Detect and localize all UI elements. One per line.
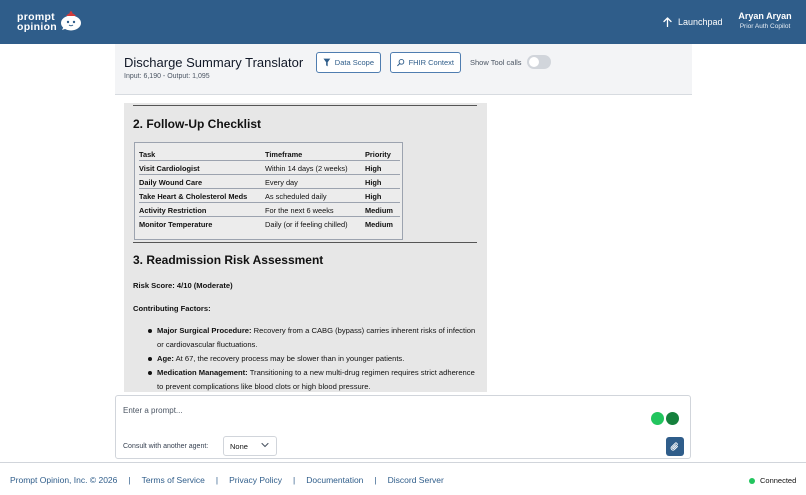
token-usage: Input: 6,190 - Output: 1,095: [124, 73, 210, 80]
data-scope-button[interactable]: [316, 52, 381, 73]
user-menu[interactable]: [736, 11, 794, 30]
table-header-timeframe: Timeframe: [265, 150, 303, 159]
table-cell-timeframe: Within 14 days (2 weeks): [265, 164, 348, 173]
data-scope-label: Data Scope: [334, 58, 374, 67]
show-tool-calls-label: Show Tool calls: [470, 58, 522, 67]
table-header-row: [139, 147, 400, 161]
consult-agent-label: Consult with another agent:: [123, 443, 209, 450]
launchpad-button[interactable]: [663, 14, 723, 30]
response-document[interactable]: [124, 103, 487, 392]
table-cell-timeframe: Daily (or if feeling chilled): [265, 220, 348, 229]
privacy-policy-link[interactable]: Privacy Policy: [229, 475, 283, 485]
table-row: [139, 161, 400, 175]
table-cell-task: Monitor Temperature: [139, 220, 213, 229]
grammarly-icon[interactable]: [666, 412, 679, 425]
brand-wordmark: [17, 12, 57, 32]
copyright: Prompt Opinion, Inc. © 2026: [10, 475, 118, 485]
user-name: Aryan Aryan: [738, 11, 792, 21]
contributing-factors-label: Contributing Factors:: [133, 304, 211, 313]
brand-line-1: prompt: [17, 11, 55, 23]
table-cell-priority: Medium: [365, 220, 393, 229]
table-cell-priority: High: [365, 192, 382, 201]
table-cell-task: Daily Wound Care: [139, 178, 203, 187]
toggle-knob: [529, 57, 539, 67]
factor-text: At 67, the recovery process may be slower than in younger patients.: [173, 354, 405, 363]
table-cell-timeframe: As scheduled daily: [265, 192, 327, 201]
paperclip-icon: [670, 442, 680, 452]
brand-logo[interactable]: [17, 8, 87, 36]
connection-status-label: Connected: [760, 476, 797, 485]
agent-select-value: None: [230, 441, 248, 451]
user-role: Prior Auth Copilot: [739, 23, 791, 30]
filter-icon: [323, 58, 331, 67]
table-row: [139, 217, 400, 231]
show-tool-calls-toggle[interactable]: [527, 55, 551, 69]
footer: [0, 462, 806, 495]
factor-label: Age:: [157, 354, 174, 363]
risk-score: Risk Score: 4/10 (Moderate): [133, 281, 233, 290]
divider: [133, 242, 477, 243]
table-row: [139, 203, 400, 217]
table-cell-timeframe: Every day: [265, 178, 298, 187]
factor-text: Recovery from a CABG (bypass) carries inherent risks of infection or cardiovascular fluctuations.: [157, 326, 476, 349]
status-dot-icon: [749, 478, 755, 484]
divider: [133, 105, 477, 106]
table-cell-priority: High: [365, 178, 382, 187]
prompt-input[interactable]: [123, 403, 643, 417]
footer-separator: |: [128, 475, 131, 485]
discord-server-link[interactable]: Discord Server: [387, 475, 444, 485]
table-cell-task: Visit Cardiologist: [139, 164, 200, 173]
table-cell-timeframe: For the next 6 weeks: [265, 206, 334, 215]
table-row: [139, 175, 400, 189]
connection-status: [749, 476, 796, 485]
factor-label: Medication Management:: [157, 368, 248, 377]
footer-separator: |: [293, 475, 296, 485]
factor-label: Major Surgical Procedure:: [157, 326, 252, 335]
list-item: [157, 324, 482, 352]
grammar-assist-icon[interactable]: [651, 412, 664, 425]
page-title: Discharge Summary Translator: [124, 55, 304, 70]
footer-separator: |: [374, 475, 377, 485]
attach-button[interactable]: [666, 437, 684, 456]
list-item: [157, 352, 482, 366]
table-cell-priority: High: [365, 164, 382, 173]
fhir-context-label: FHIR Context: [408, 58, 454, 67]
footer-separator: |: [215, 475, 219, 485]
mascot-icon: [60, 11, 82, 31]
search-icon: [397, 58, 405, 67]
top-bar: [0, 0, 806, 44]
list-item: [157, 366, 482, 392]
brand-line-2: opinion: [17, 21, 58, 33]
prompt-composer: [115, 395, 691, 459]
fhir-context-button[interactable]: [390, 52, 461, 73]
chevron-down-icon: [261, 442, 269, 448]
terms-of-service-link[interactable]: Terms of Service: [141, 475, 205, 485]
table-cell-task: Take Heart & Cholesterol Meds: [139, 192, 248, 201]
table-cell-task: Activity Restriction: [139, 206, 207, 215]
footer-links: [10, 475, 444, 485]
section-heading-follow-up: 2. Follow-Up Checklist: [133, 117, 262, 131]
section-heading-readmission: 3. Readmission Risk Assessment: [133, 253, 324, 267]
arrow-up-icon: [663, 17, 672, 27]
launchpad-label: Launchpad: [678, 17, 723, 27]
factor-text: Transitioning to a new multi-drug regimen requires strict adherence to prevent complications like blood clots or high blood pressure.: [157, 368, 475, 391]
agent-select[interactable]: [223, 436, 277, 456]
table-header-priority: Priority: [365, 150, 391, 159]
contributing-factors-list: [157, 324, 482, 392]
table-header-task: Task: [139, 150, 156, 159]
follow-up-table: [134, 142, 403, 240]
documentation-link[interactable]: Documentation: [306, 475, 364, 485]
table-cell-priority: Medium: [365, 206, 393, 215]
table-row: [139, 189, 400, 203]
agent-header: [115, 44, 692, 95]
